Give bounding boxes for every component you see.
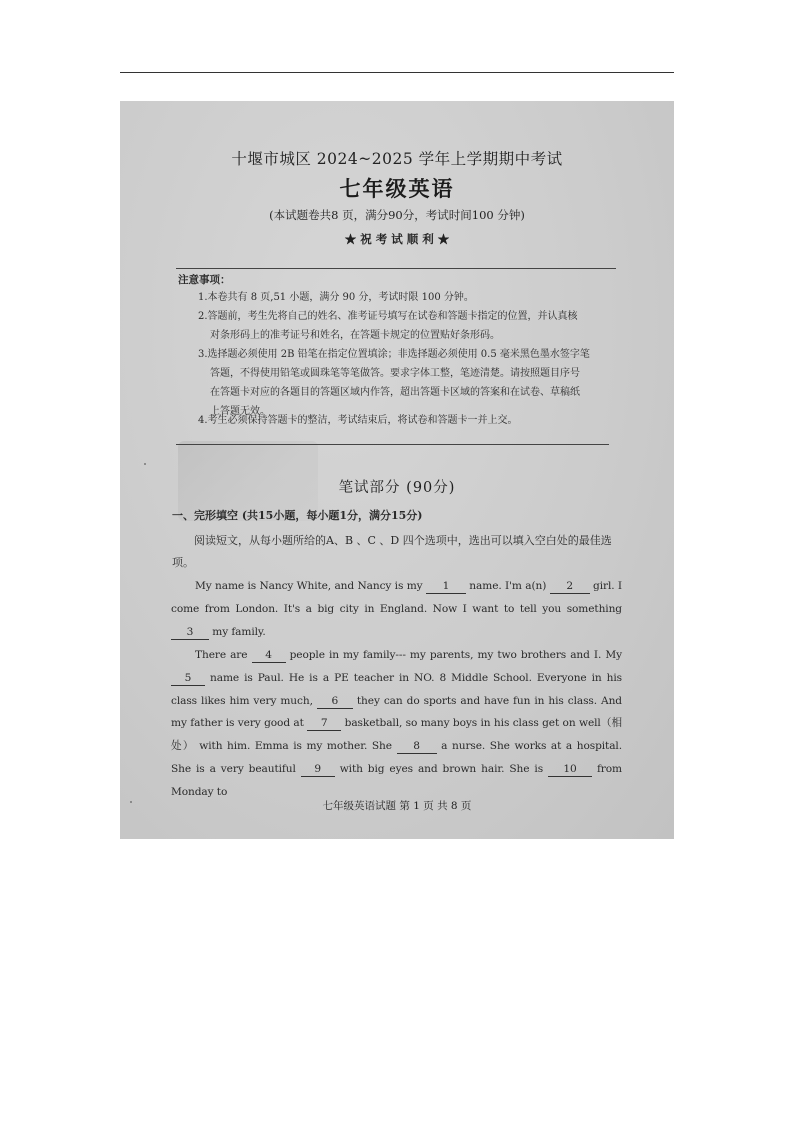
blank-6: 6 [317,695,353,709]
passage-text: with big eyes and brown hair. She is [334,762,549,775]
passage-text: girl. I come from London. It's a big city in England. Now I want to tell you something [171,580,622,615]
passage-text: basketball, so many boys in his class get on well（相处） with him. Emma is my mother. She [171,717,622,753]
blank-5: 5 [171,672,205,686]
note-item [198,411,628,430]
note-item [198,345,628,421]
note-line: 答题，不得使用铅笔或圆珠笔等笔做答。要求字体工整，笔迹清楚。请按照题目序号 [210,368,580,379]
part1-heading: 一、完形填空 (共15小题，每小题1分，满分15分) [172,509,423,522]
note-line: 3.选择题必须使用 2B 铅笔在指定位置填涂；非选择题必须使用 0.5 毫米黑色墨水签字笔 [198,349,590,360]
passage-text: people in my family--- my parents, my two brothers and I. My [285,649,622,661]
exam-blessing: ★ 祝 考 试 顺 利 ★ [344,232,450,246]
passage-text: my family. [209,625,266,638]
blank-8: 8 [397,740,437,754]
blank-9: 9 [301,763,335,777]
note-line: 4.考生必须保持答题卡的整洁，考试结束后，将试卷和答题卡一并上交。 [198,415,518,426]
blank-4: 4 [252,649,286,663]
passage-paragraph-1 [171,575,622,643]
part1-instruction: 阅读短文，从每小题所给的A、B 、C 、D 四个选项中，选出可以填入空白处的最佳选项。 [172,534,612,569]
passage-text: name is Paul. He is a PE teacher in NO. 8 Middle School. Everyone in his class likes him very much, [171,671,622,707]
note-line: 在答题卡对应的各题目的答题区域内作答，超出答题卡区域的答案和在试卷、草稿纸 [210,387,580,398]
blank-2: 2 [550,580,590,594]
passage-paragraph-2 [171,644,622,804]
note-line: 2.答题前，考生先将自己的姓名、准考证号填写在试卷和答题卡指定的位置，并认真核 [198,311,578,322]
scan-speck [144,463,146,465]
blank-1: 1 [426,580,466,594]
section-title: 笔试部分 (90分) [338,480,456,496]
blank-7: 7 [307,717,341,731]
passage-text: from Monday to [171,762,622,798]
scan-speck [130,801,132,803]
note-line: 1.本卷共有 8 页,51 小题，满分 90 分，考试时限 100 分钟。 [198,292,474,303]
passage-text: a nurse. She works at a hospital. She is a very beautiful [171,740,622,775]
passage-text: they can do sports and have fun in his class. And my father is very good at [171,694,622,730]
note-line: 上答题无效。 [210,406,270,417]
note-item [198,288,628,307]
exam-subject: 七年级英语 [339,176,455,201]
note-line: 对条形码上的准考证号和姓名，在答题卡规定的位置贴好条形码。 [210,330,500,341]
passage-text: name. I'm a(n) [465,580,550,592]
note-item [198,307,628,345]
notes-heading: 注意事项： [178,274,231,286]
exam-title: 十堰市城区 2024~2025 学年上学期期中考试 [231,150,563,168]
passage-text: My name is Nancy White, and Nancy is my [195,580,426,592]
blank-3: 3 [171,626,209,640]
divider-bottom [176,444,609,445]
blank-10: 10 [548,763,592,777]
exam-info: (本试题卷共8 页，满分90分，考试时间100 分钟) [269,208,525,222]
divider-top [176,268,616,269]
passage-text: There are [195,649,252,661]
exam-page-photo [120,101,674,839]
page-top-rule [120,72,674,73]
page-footer: 七年级英语试题 第 1 页 共 8 页 [322,800,472,812]
